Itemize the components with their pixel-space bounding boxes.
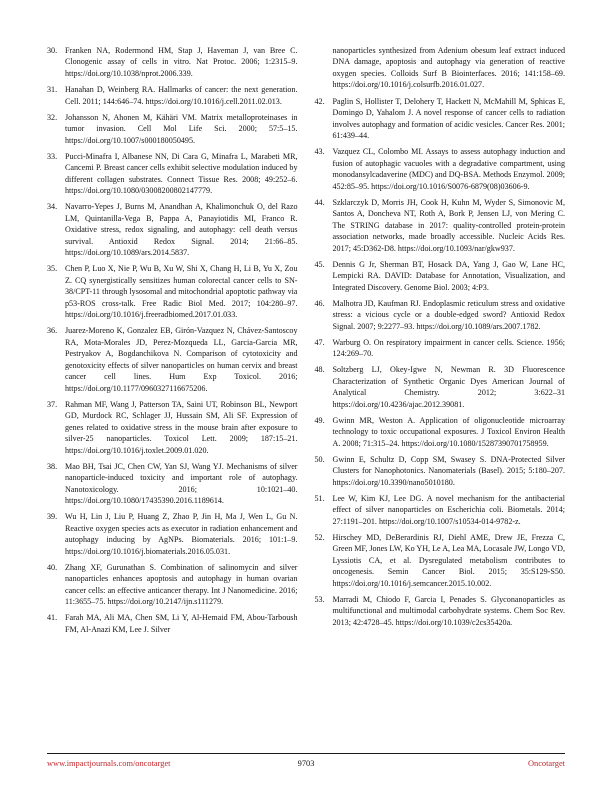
reference-text: Gwinn E, Schultz D, Copp SM, Swasey S. DNA-Protected Silver Clusters for Nanophotonics. Nanomaterials (Basel). 2015; 5:180–207. https://doi.org/10.3390/nano5010180.: [332, 454, 565, 487]
reference-item: [315, 594, 566, 628]
reference-number: 36.: [47, 326, 58, 336]
reference-item: [47, 84, 298, 107]
reference-number: 34.: [47, 202, 58, 212]
reference-number: 48.: [314, 365, 325, 375]
reference-text: nanoparticles synthesized from Adenium obesum leaf extract induced DNA damage, apoptosis and autophagy via generation of reactive oxygen species. Colloids Surf B Biointerfaces. 2016; 141:158–69. https://doi.org/10.1016/j.colsurfb.2016.01.027.: [332, 46, 565, 90]
reference-item: [315, 146, 566, 192]
reference-item: [315, 493, 566, 527]
reference-number: 49.: [314, 415, 325, 425]
reference-number: 53.: [314, 594, 325, 604]
reference-item: [47, 112, 298, 146]
reference-text: Navarro-Yepes J, Burns M, Anandhan A, Khalimonchuk O, del Razo LM, Quintanilla-Vega B, Pappa A, Panayiotidis MI, Franco R. Oxidative stress, redox signaling, and autophagy: cell death versus survival. Antioxid Redox Signal. 2014; 21:66–85. https://doi.org/10.1089/ars.2014.5837.: [65, 202, 298, 258]
reference-text: Zhang XF, Gurunathan S. Combination of salinomycin and silver nanoparticles enhances apoptosis and autophagy in human ovarian cancer cells: an effective anticancer therapy. Int J Nanomedicine. 2016; 11:3655–75. https://doi.org/10.2147/ijn.s111279.: [65, 562, 298, 607]
reference-text: Vazquez CL, Colombo MI. Assays to assess autophagy induction and fusion of autophagic vacuoles with a degradative compartment, using monodansylcadaverine (MDC) and DQ-BSA. Methods Enzymol. 2009; 452:85–95. https://doi.org/10.1016/S0076-6879(08)03606-9.: [332, 147, 565, 191]
reference-text: Mao BH, Tsai JC, Chen CW, Yan SJ, Wang YJ. Mechanisms of silver nanoparticle-induced toxicity and important role of autophagy. Nanotoxicology. 2016; 10:1021–40. https://doi.org/10.1080/17435390.2016.1189614.: [65, 461, 298, 506]
reference-number: 45.: [314, 259, 325, 269]
reference-text: Hirschey MD, DeBerardinis RJ, Diehl AME, Drew JE, Frezza C, Green MF, Jones LW, Ko YH, Le A, Lea MA, Locasale JW, Longo VD, Lyssiotis CA, et al. Dysregulated metabolism contributes to oncogenesis. Semin Cancer Biol. 2015; 35:S129-S50. https://doi.org/10.1016/j.semcancer.2015.10.002.: [332, 532, 565, 588]
reference-number: 32.: [47, 112, 58, 122]
reference-number: 51.: [314, 493, 325, 503]
left-column: [47, 45, 298, 744]
page-footer: [47, 759, 565, 768]
reference-text: Lee W, Kim KJ, Lee DG. A novel mechanism for the antibacterial effect of silver nanoparticles on Escherichia coli. Biometals. 2014; 27:1191–201. https://doi.org/10.1007/s10534-014-9782-z.: [332, 493, 565, 526]
reference-number: 42.: [314, 96, 325, 106]
reference-text: Paglin S, Hollister T, Delohery T, Hackett N, McMahill M, Sphicas E, Domingo D, Yahalom J. A novel response of cancer cells to radiation involves autophagy and formation of acidic vesicles. Cancer Res. 2001; 61:439–44.: [332, 96, 565, 140]
reference-item: [47, 511, 298, 557]
reference-text: Malhotra JD, Kaufman RJ. Endoplasmic reticulum stress and oxidative stress: a vicious cycle or a double-edged sword? Antioxid Redox Signal. 2007; 9:2277–93. https://doi.org/10.1089/ars.2007.1782.: [332, 298, 565, 331]
reference-number: 31.: [47, 85, 58, 95]
reference-number: 44.: [314, 197, 325, 207]
reference-item: [47, 399, 298, 456]
reference-item: [47, 461, 298, 507]
reference-number: [315, 45, 333, 91]
reference-item: [315, 337, 566, 360]
reference-item: [315, 259, 566, 293]
reference-item: [47, 562, 298, 608]
reference-item: [315, 96, 566, 142]
reference-text: Chen P, Luo X, Nie P, Wu B, Xu W, Shi X, Chang H, Li B, Yu X, Zou Z. CQ synergistically sensitizes human colorectal cancer cells to SN-38/CPT-11 through lysosomal and mitochondrial apoptotic pathway via p53-ROS cross-talk. Free Radic Biol Med. 2017; 104:280–97. https://doi.org/10.1016/j.freeradbiomed.2017.01.033.: [65, 264, 298, 320]
reference-text: Johansson N, Ahonen M, Kähäri VM. Matrix metalloproteinases in tumor invasion. Cell Mol Life Sci. 2000; 57:5–15. https://doi.org/10.1007/s000180050495.: [65, 112, 298, 145]
reference-number: 35.: [47, 264, 58, 274]
page-number: 9703: [297, 759, 315, 768]
reference-text: Dennis G Jr, Sherman BT, Hosack DA, Yang J, Gao W, Lane HC, Lempicki RA. DAVID: Database for Annotation, Visualization, and Integrated Discovery. Genome Biol. 2003; 4:P3.: [332, 259, 565, 292]
reference-item: [47, 325, 298, 394]
references-section: [47, 45, 565, 744]
reference-text: Juarez-Moreno K, Gonzalez EB, Girón-Vazquez N, Chávez-Santoscoy RA, Mota-Morales JD, Perez-Mozqueda LL, Garcia-Garcia MR, Pestryakov A, Bogdanchikova N. Comparison of cytotoxicity and genotoxicity effects of silver nanoparticles on human cervix and breast cancer cell lines. Hum Exp Toxicol. 2016; https://doi.org/10.1177/0960327116675206.: [65, 326, 298, 393]
reference-text: Warburg O. On respiratory impairment in cancer cells. Science. 1956; 124:269–70.: [332, 337, 565, 359]
reference-text: Rahman MF, Wang J, Patterson TA, Saini UT, Robinson BL, Newport GD, Murdock RC, Schlager JJ, Hussain SM, Ali SF. Expression of genes related to oxidative stress in the mouse brain after exposure to silver-25 nanoparticles. Toxicol Lett. 2009; 187:15–21. https://doi.org/10.1016/j.toxlet.2009.01.020.: [65, 399, 298, 455]
reference-number: 40.: [47, 562, 58, 572]
reference-text: Marradi M, Chiodo F, Garcia I, Penades S. Glyconanoparticles as multifunctional and multimodal carbohydrate systems. Chem Soc Rev. 2013; 42:4728–45. https://doi.org/10.1039/c2cs35420a.: [332, 594, 565, 627]
reference-number: 30.: [47, 46, 58, 55]
reference-item: [47, 45, 298, 79]
reference-number: 41.: [47, 613, 58, 623]
reference-text: Szklarczyk D, Morris JH, Cook H, Kuhn M, Wyder S, Simonovic M, Santos A, Doncheva NT, Roth A, Bork P, Jensen LJ, von Mering C. The STRING database in 2017: quality-controlled protein-protein association networks, made broadly accessible. Nucleic Acids Res. 2017; 45:D362-D8. https://doi.org/10.1093/nar/gkw937.: [332, 197, 565, 253]
reference-text: Farah MA, Ali MA, Chen SM, Li Y, Al-Hemaid FM, Abou-Tarboush FM, Al-Anazi KM, Lee J. Silver: [65, 613, 298, 634]
reference-text: Franken NA, Rodermond HM, Stap J, Haveman J, van Bree C. Clonogenic assay of cells in vitro. Nat Protoc. 2006; 1:2315–9. https://doi.org/10.1038/nprot.2006.339.: [65, 46, 298, 78]
right-column: [315, 45, 566, 744]
reference-item: [315, 298, 566, 332]
reference-text: Wu H, Lin J, Liu P, Huang Z, Zhao P, Jin H, Ma J, Wen L, Gu N. Reactive oxygen species acts as executor in radiation enhancement and autophagy inducing by AgNPs. Biomaterials. 2016; 101:1–9. https://doi.org/10.1016/j.biomaterials.2016.05.031.: [65, 512, 298, 556]
reference-number: 39.: [47, 512, 58, 522]
reference-number: 33.: [47, 151, 58, 161]
reference-item: [47, 612, 298, 635]
journal-name: Oncotarget: [527, 759, 566, 768]
reference-item: [315, 364, 566, 410]
reference-item: [47, 263, 298, 320]
reference-item: [315, 532, 566, 589]
reference-number: 46.: [314, 298, 325, 308]
reference-number: 50.: [314, 454, 325, 464]
reference-item: [47, 151, 298, 197]
reference-item: [315, 415, 566, 449]
footer-rule: [47, 753, 565, 754]
reference-number: 52.: [314, 532, 325, 542]
reference-text: Gwinn MR, Weston A. Application of oligonucleotide microarray technology to toxic occupational exposures. J Toxicol Environ Health A. 2008; 71:315–24. https://doi.org/10.1080/15287390701758959.: [332, 415, 565, 448]
reference-text: Soltzberg LJ, Okey-Igwe N, Newman R. 3D Fluorescence Characterization of Synthetic Organic Dyes American Journal of Analytical Chemistry. 2012; 3:622–31 https://doi.org/10.4236/ajac.2012.39081.: [332, 365, 565, 409]
reference-number: 43.: [314, 147, 325, 157]
reference-item: [47, 201, 298, 258]
journal-url: www.impactjournals.com/oncotarget: [47, 759, 171, 768]
reference-number: 47.: [314, 337, 325, 347]
reference-item: [315, 197, 566, 254]
reference-item: [315, 45, 566, 91]
reference-item: [315, 454, 566, 488]
reference-number: 37.: [47, 399, 58, 409]
reference-text: Pucci-Minafra I, Albanese NN, Di Cara G, Minafra L, Marabeti MR, Cancemi P. Breast cancer cells exhibit selective modulation induced by different collagen substrates. Connect Tissue Res. 2008; 49:252–6. https://doi.org/10.1080/03008200802147779.: [65, 151, 298, 196]
reference-text: Hanahan D, Weinberg RA. Hallmarks of cancer: the next generation. Cell. 2011; 144:646–74. https://doi.org/10.1016/j.cell.2011.02.013.: [65, 85, 298, 106]
reference-number: 38.: [47, 461, 58, 471]
